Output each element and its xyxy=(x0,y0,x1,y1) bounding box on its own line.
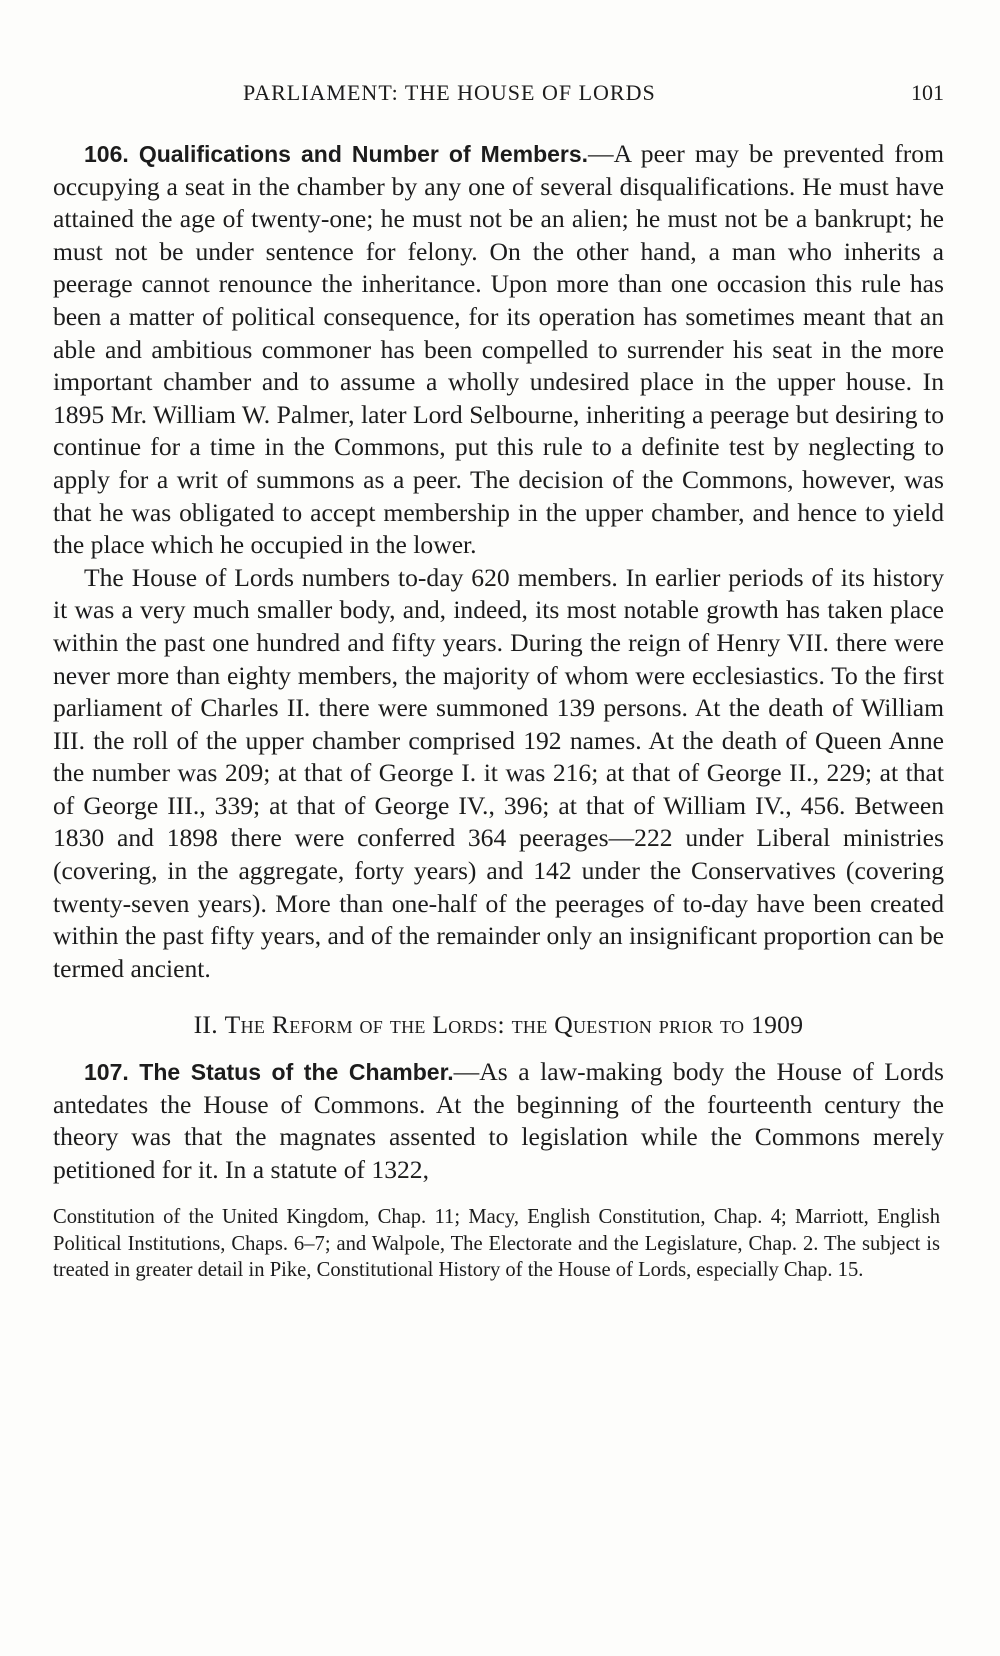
section-106-heading: 106. Qualifications and Number of Members. xyxy=(84,141,589,167)
section-106-paragraph-1 xyxy=(53,138,944,562)
part-heading xyxy=(53,1009,944,1042)
section-107-heading: 107. The Status of the Chamber. xyxy=(84,1059,454,1086)
footnote: Constitution of the United Kingdom, Chap. 11; Macy, English Constitution, Chap. 4; Marriott, English Political Institutions, Chaps. 6–7; and Walpole, The Electorate and the Legislature, Chap. 2. The subject is treated in greater detail in Pike, Constitutional History of the House of Lords, especially Chap. 15. xyxy=(53,1206,940,1282)
part-numeral: II. xyxy=(193,1010,218,1040)
section-106-text-1: —A peer may be prevented from occupying a seat in the chamber by any one of several disqualifications. He must have attained the age of twenty-one; he must not be an alien; he must not be a bankrupt; he must not be under sentence for felony. On the other hand, a man who inherits a peerage cannot renounce the inheritance. Upon more than one occasion this rule has been a matter of political consequence, for its operation has sometimes meant that an able and ambitious commoner has been compelled to surrender his seat in the more important chamber and to assume a wholly undesired place in the upper house. In 1895 Mr. William W. Palmer, later Lord Selbourne, inheriting a peerage but desiring to continue for a time in the Commons, put this rule to a definite test by neglecting to apply for a writ of summons as a peer. The decision of the Commons, however, was that he was obligated to accept membership in the upper chamber, and hence to yield the place which he occupied in the lower. xyxy=(53,139,944,560)
page-body xyxy=(53,138,944,1284)
part-title: The Reform of the Lords: the Question prior to 1909 xyxy=(224,1010,804,1040)
page-number: 101 xyxy=(911,80,944,105)
section-107-text-1: —As a law-making body the House of Lords antedates the House of Commons. At the beginning of the fourteenth century the theory was that the magnates assented to legislation while the Commons merely petitioned for it. In a statute of 1322, xyxy=(53,1057,944,1184)
running-head xyxy=(53,80,944,120)
running-title: PARLIAMENT: THE HOUSE OF LORDS xyxy=(243,80,656,105)
section-106-paragraph-2: The House of Lords numbers to-day 620 members. In earlier periods of its history it was a very much smaller body, and, indeed, its most notable growth has taken place within the past one hundred and fifty years. During the reign of Henry VII. there were never more than eighty members, the majority of whom were ecclesiastics. To the first parliament of Charles II. there were summoned 139 persons. At the death of William III. the roll of the upper chamber comprised 192 names. At the death of Queen Anne the number was 209; at that of George I. it was 216; at that of George II., 229; at that of George III., 339; at that of George IV., 396; at that of William IV., 456. Between 1830 and 1898 there were conferred 364 peerages—222 under Liberal ministries (covering, in the aggregate, forty years) and 142 under the Conservatives (covering twenty-seven years). More than one-half of the peerages of to-day have been created within the past fifty years, and of the remainder only an insignificant proportion can be termed ancient. xyxy=(53,562,944,983)
section-107-paragraph-1 xyxy=(53,1056,944,1186)
